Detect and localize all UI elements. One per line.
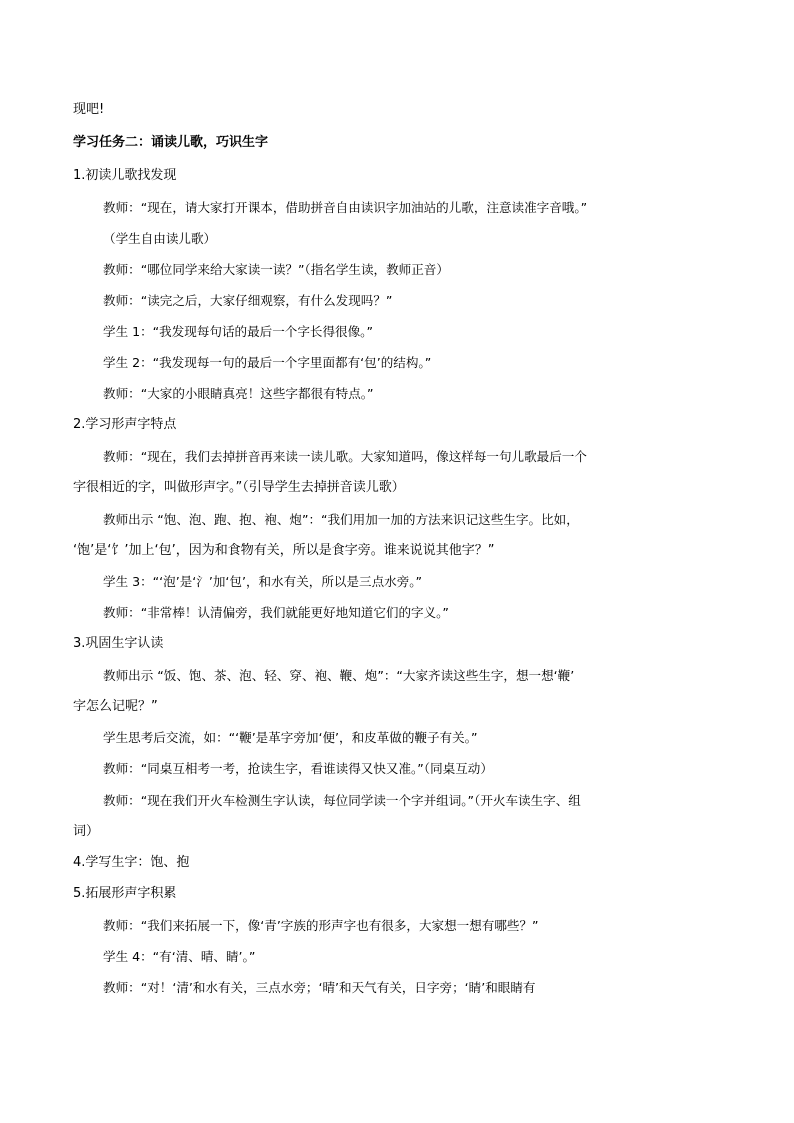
section-heading: 学习任务二：诵读儿歌，巧识生字 — [73, 135, 269, 150]
dialogue-line: 教师：“哪位同学来给大家读一读？”（指名学生读，教师正音） — [103, 262, 449, 277]
dialogue-line: 学生 1：“我发现每句话的最后一个字长得很像。” — [103, 324, 373, 339]
dialogue-line: 学生 3：“‘泡’是‘氵’加‘包’，和水有关，所以是三点水旁。” — [103, 574, 423, 589]
dialogue-line: 教师：“同桌互相考一考，抢读生字，看谁读得又快又准。”（同桌互动） — [103, 761, 493, 776]
dialogue-line: 教师：“非常棒！认清偏旁，我们就能更好地知道它们的字义。” — [103, 605, 449, 620]
stage-direction: （学生自由读儿歌） — [103, 231, 217, 246]
dialogue-line: 教师出示 “饱、泡、跑、抱、袍、炮”：“我们用加一加的方法来识记这些生字。比如， — [103, 512, 579, 527]
dialogue-line: 学生 4：“有‘清、晴、睛’。” — [103, 949, 256, 964]
dialogue-line: 教师出示 “饭、饱、茶、泡、轻、穿、袍、鞭、炮”：“大家齐读这些生字，想一想‘鞭’ — [103, 668, 575, 683]
dialogue-line: 教师：“现在我们开火车检测生字认读，每位同学读一个字并组词。”（开火车读生字、组 — [103, 793, 581, 808]
subsection-heading: 2.学习形声字特点 — [73, 417, 177, 432]
dialogue-line-continuation: ‘饱’是‘饣’加上‘包’，因为和食物有关，所以是食字旁。谁来说说其他字？” — [73, 543, 495, 558]
text-line: 现吧! — [73, 102, 105, 117]
dialogue-line: 教师：“对！‘清’和水有关，三点水旁；‘晴’和天气有关，日字旁；‘睛’和眼睛有 — [103, 980, 536, 995]
dialogue-line-continuation: 字很相近的字，叫做形声字。”（引导学生去掉拼音读儿歌） — [73, 480, 405, 495]
dialogue-line: 教师：“现在，我们去掉拼音再来读一读儿歌。大家知道吗，像这样每一句儿歌最后一个 — [103, 449, 587, 464]
dialogue-line-continuation: 字怎么记呢？” — [73, 699, 158, 714]
subsection-heading: 1.初读儿歌找发现 — [73, 168, 177, 183]
dialogue-line: 教师：“我们来拓展一下，像‘青’字族的形声字也有很多，大家想一想有哪些？” — [103, 918, 539, 933]
subsection-heading: 4.学写生字：饱、抱 — [73, 855, 190, 870]
dialogue-line: 教师：“大家的小眼睛真亮！这些字都很有特点。” — [103, 386, 374, 401]
dialogue-line: 教师：“读完之后，大家仔细观察，有什么发现吗？” — [103, 293, 393, 308]
dialogue-line: 学生 2：“我发现每一句的最后一个字里面都有‘包’的结构。” — [103, 355, 432, 370]
dialogue-line: 学生思考后交流，如：“‘鞭’是革字旁加‘便’，和皮革做的鞭子有关。” — [103, 730, 478, 745]
dialogue-line: 教师：“现在，请大家打开课本，借助拼音自由读识字加油站的儿歌，注意读准字音哦。” — [103, 200, 588, 215]
subsection-heading: 3.巩固生字认读 — [73, 636, 164, 651]
subsection-heading: 5.拓展形声字积累 — [73, 886, 177, 901]
dialogue-line-continuation: 词） — [73, 824, 100, 839]
